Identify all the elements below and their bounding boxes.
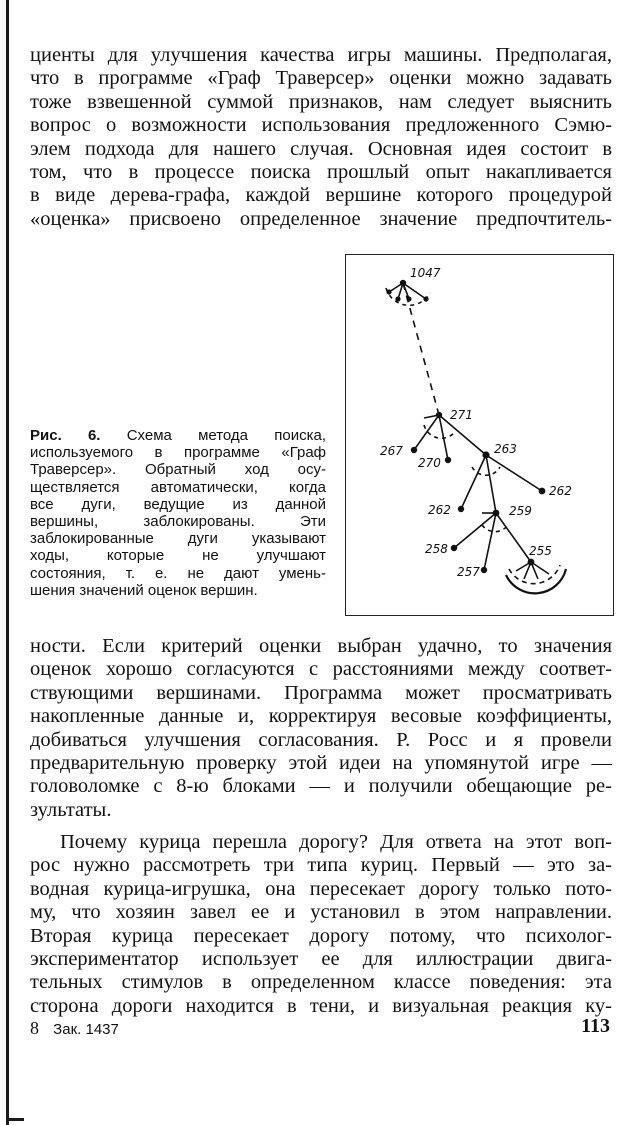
caption-line: состояния, т. е. не дают умень- bbox=[30, 564, 326, 582]
caption-line-first bbox=[30, 427, 326, 444]
node-label: 258 bbox=[425, 542, 448, 556]
blocking-arc bbox=[509, 565, 560, 584]
caption-line: шения значений оценок вершин. bbox=[30, 581, 258, 599]
paragraph-bottom bbox=[30, 831, 612, 1018]
tree-node bbox=[436, 412, 442, 418]
caption-line: используемого в программе «Граф bbox=[30, 444, 326, 462]
signature-number: 8 bbox=[30, 1018, 39, 1038]
blocking-arc bbox=[482, 525, 508, 532]
text-line: элем подхода для нашего случая. Основная идея состоит в bbox=[30, 137, 612, 160]
tree-node bbox=[400, 280, 406, 286]
tree-node bbox=[528, 559, 535, 566]
tree-node bbox=[493, 510, 500, 517]
blocking-arc bbox=[472, 467, 500, 475]
text-line: оценок хорошо согласуются с расстояниями между соответ- bbox=[30, 658, 612, 681]
tree-node bbox=[406, 296, 411, 301]
text-line: циенты для улучшения качества игры машины. Предполагая, bbox=[30, 44, 612, 66]
text-line: предварительную проверку этой идеи на упомянутой игре — bbox=[30, 752, 612, 775]
text-line: рос нужно рассмотреть три типа куриц. Первый — это за- bbox=[30, 854, 612, 877]
caption-line: ществляется автоматически, когда bbox=[30, 478, 326, 496]
tree-node bbox=[451, 545, 457, 551]
paragraph-middle bbox=[30, 635, 612, 822]
text-line: в виде дерева-графа, каждой вершине которого процедурой bbox=[30, 184, 612, 207]
node-label: 257 bbox=[457, 565, 480, 579]
search-tree-diagram bbox=[346, 255, 613, 615]
text-line: головоломке с 8-ю блоками — и получили обещающие ре- bbox=[30, 775, 612, 798]
page-number: 113 bbox=[581, 1015, 610, 1037]
caption-line: вершины, заблокированы. Эти bbox=[30, 513, 326, 531]
tree-node bbox=[395, 296, 400, 301]
tree-node bbox=[411, 447, 417, 453]
node-label: 255 bbox=[529, 544, 552, 558]
node-label: 271 bbox=[450, 408, 473, 422]
node-label: 263 bbox=[494, 442, 517, 456]
tree-edge bbox=[414, 415, 439, 450]
text-line: зультаты. bbox=[30, 798, 112, 821]
text-line: Вторая курица пересекает дорогу потому, что психолог- bbox=[30, 924, 612, 947]
text-line: «оценка» присвоено определенное значение предпочтитель- bbox=[30, 207, 612, 230]
text-line: экспериментатор использует ее для иллюстрации двига- bbox=[30, 948, 612, 971]
tree-node bbox=[445, 457, 451, 463]
node-label: 270 bbox=[418, 456, 441, 470]
tree-edge bbox=[461, 455, 486, 509]
tree-node bbox=[482, 451, 489, 458]
text-line: тоже взвешенной суммой признаков, нам следует выяснить bbox=[30, 90, 612, 113]
caption-line: заблокированные дуги указывают bbox=[30, 530, 326, 548]
node-label: 1047 bbox=[410, 266, 441, 280]
print-signature bbox=[30, 1018, 119, 1039]
text-line: водная курица-игрушка, она пересекает дорогу только пото- bbox=[30, 877, 612, 900]
node-label: 267 bbox=[380, 444, 403, 458]
text-line: вопрос о возможности использования предложенного Сэмю- bbox=[30, 114, 612, 137]
left-margin-rule bbox=[6, 0, 9, 1125]
node-label: 262 bbox=[428, 503, 451, 517]
tree-node bbox=[423, 296, 428, 301]
bottom-margin-rule bbox=[6, 1118, 24, 1121]
tree-node bbox=[458, 506, 464, 512]
caption-line: ходы, которые не улучшают bbox=[30, 547, 326, 565]
order-number: Зак. 1437 bbox=[53, 1021, 119, 1038]
text-line: что в программе «Граф Траверсер» оценки можно задавать bbox=[30, 67, 612, 90]
text-line: му, что хозяин завел ее и установил в этом направлении. bbox=[30, 901, 612, 924]
text-line: Почему курица перешла дорогу? Для ответа на этот воп- bbox=[60, 831, 612, 853]
caption-label: Рис. 6. bbox=[30, 427, 101, 444]
node-label: 259 bbox=[509, 504, 532, 518]
text-line: добиваться улучшения согласования. Р. Росс и я провели bbox=[30, 728, 612, 751]
tree-edge bbox=[496, 513, 531, 562]
tree-node bbox=[386, 289, 391, 294]
figure-caption bbox=[30, 427, 326, 599]
node-label: 262 bbox=[549, 484, 572, 498]
caption-line: Траверсер». Обратный ход осу- bbox=[30, 461, 326, 479]
text-line: тельных стимулов в определенном классе поведения: эта bbox=[30, 971, 612, 994]
search-tree-figure bbox=[345, 254, 614, 616]
text-line: сторона дороги находится в тени, и визуальная реакция ку- bbox=[30, 994, 612, 1017]
tree-node bbox=[481, 567, 487, 573]
caption-line: все дуги, ведущие из данной bbox=[30, 495, 326, 513]
tree-node bbox=[539, 488, 546, 495]
blocking-arc bbox=[424, 425, 454, 438]
caption-line: Схема метода поиска, bbox=[126, 427, 326, 444]
text-line: ствующими вершинами. Программа может просматривать bbox=[30, 681, 612, 704]
paragraph-top bbox=[30, 44, 612, 231]
text-line: накопленные данные и, корректируя весовые коэффициенты, bbox=[30, 705, 612, 728]
text-line: том, что в процессе поиска прошлый опыт накапливается bbox=[30, 161, 612, 184]
text-line: ности. Если критерий оценки выбран удачно, то значения bbox=[30, 635, 612, 657]
tree-edge bbox=[486, 455, 496, 513]
